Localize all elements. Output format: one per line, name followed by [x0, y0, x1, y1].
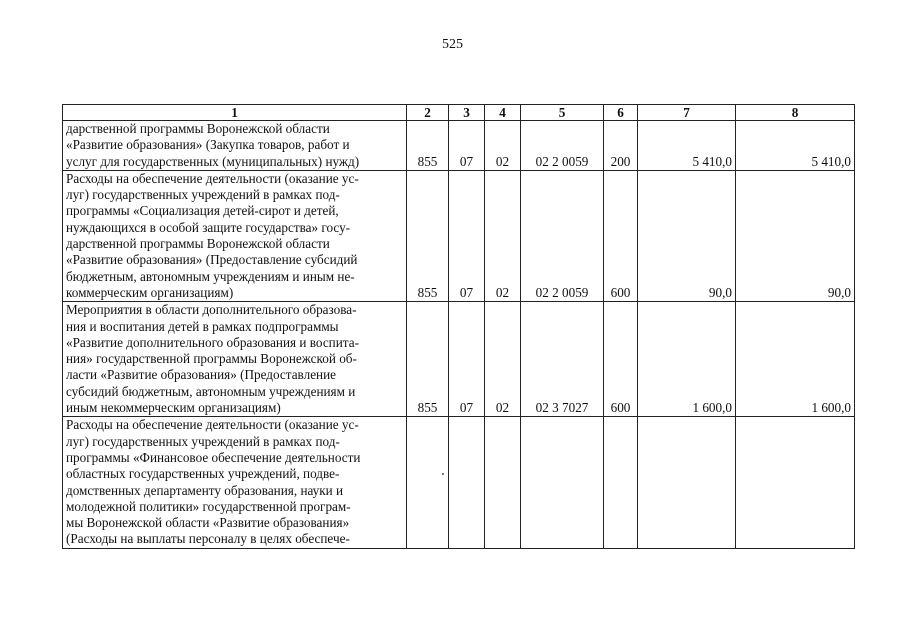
cell-amount-8: [736, 417, 855, 548]
row-description: [63, 121, 407, 171]
header-cell-7: 7: [638, 105, 736, 121]
cell-section: 07: [449, 121, 485, 171]
description-line: ласти «Развитие образования» (Предоставление: [66, 367, 337, 383]
cell-expense-type: [604, 417, 638, 548]
header-cell-5: 5: [521, 105, 604, 121]
row-description: [63, 170, 407, 301]
cell-target-article: 02 2 0059: [521, 121, 604, 171]
cell-expense-type: 600: [604, 302, 638, 417]
description-line: ния и воспитания детей в рамках подпрограммы: [66, 318, 339, 334]
description-line: дарственной программы Воронежской области: [66, 121, 330, 136]
header-cell-3: 3: [449, 105, 485, 121]
cell-amount-7: [638, 417, 736, 548]
description-line: дарственной программы Воронежской области: [66, 236, 330, 252]
description-line: Расходы на обеспечение деятельности (оказание ус-: [66, 170, 359, 186]
cell-ministry-code: 855: [407, 302, 449, 417]
cell-section: 07: [449, 170, 485, 301]
header-cell-2: 2: [407, 105, 449, 121]
description-line: коммерческим организациям): [66, 284, 234, 300]
table-row: [63, 121, 855, 171]
cell-target-article: 02 2 0059: [521, 170, 604, 301]
cell-amount-8: 90,0: [736, 170, 855, 301]
description-line: Мероприятия в области дополнительного образова-: [66, 302, 357, 318]
table-row: [63, 302, 855, 417]
table-row: [63, 417, 855, 548]
header-cell-4: 4: [485, 105, 521, 121]
cell-section: [449, 417, 485, 548]
header-cell-1: 1: [63, 105, 407, 121]
cell-target-article: [521, 417, 604, 548]
scan-speck: [442, 473, 444, 475]
cell-subsection: [485, 417, 521, 548]
description-line: мы Воронежской области «Развитие образования»: [66, 515, 350, 531]
description-line: луг) государственных учреждений в рамках под-: [66, 433, 340, 449]
cell-section: 07: [449, 302, 485, 417]
description-line: услуг для государственных (муниципальных) нужд): [66, 153, 360, 169]
header-row: [63, 105, 855, 121]
cell-amount-7: 5 410,0: [638, 121, 736, 171]
budget-table: [62, 104, 855, 549]
description-line: луг) государственных учреждений в рамках под-: [66, 187, 340, 203]
cell-amount-8: 5 410,0: [736, 121, 855, 171]
cell-target-article: 02 3 7027: [521, 302, 604, 417]
page-number: 525: [442, 37, 463, 52]
description-line: субсидий бюджетным, автономным учреждениям и: [66, 383, 356, 399]
description-line: программы «Социализация детей-сирот и детей,: [66, 203, 339, 219]
cell-subsection: 02: [485, 121, 521, 171]
cell-subsection: 02: [485, 170, 521, 301]
table-row: [63, 170, 855, 301]
description-line: «Развитие дополнительного образования и воспита-: [66, 334, 359, 350]
description-line: «Развитие образования» (Предоставление субсидий: [66, 252, 358, 268]
header-cell-8: 8: [736, 105, 855, 121]
cell-ministry-code: 855: [407, 170, 449, 301]
description-line: нуждающихся в особой защите государства» госу-: [66, 219, 351, 235]
row-description: [63, 417, 407, 548]
description-line: программы «Финансовое обеспечение деятельности: [66, 449, 361, 465]
description-line: (Расходы на выплаты персоналу в целях обеспече-: [66, 531, 350, 547]
description-line: ния» государственной программы Воронежской об-: [66, 351, 357, 367]
cell-amount-8: 1 600,0: [736, 302, 855, 417]
description-line: областных государственных учреждений, подве-: [66, 466, 340, 482]
cell-subsection: 02: [485, 302, 521, 417]
description-line: бюджетным, автономным учреждениям и иным не-: [66, 268, 355, 284]
cell-ministry-code: 855: [407, 121, 449, 171]
cell-ministry-code: [407, 417, 449, 548]
cell-expense-type: 200: [604, 121, 638, 171]
cell-expense-type: 600: [604, 170, 638, 301]
row-description: [63, 302, 407, 417]
cell-amount-7: 90,0: [638, 170, 736, 301]
description-line: Расходы на обеспечение деятельности (оказание ус-: [66, 417, 359, 433]
description-line: молодежной политики» государственной програм-: [66, 498, 351, 514]
header-cell-6: 6: [604, 105, 638, 121]
description-line: иным некоммерческим организациям): [66, 400, 281, 416]
description-line: домственных департаменту образования, науки и: [66, 482, 344, 498]
cell-amount-7: 1 600,0: [638, 302, 736, 417]
description-line: «Развитие образования» (Закупка товаров, работ и: [66, 137, 350, 153]
